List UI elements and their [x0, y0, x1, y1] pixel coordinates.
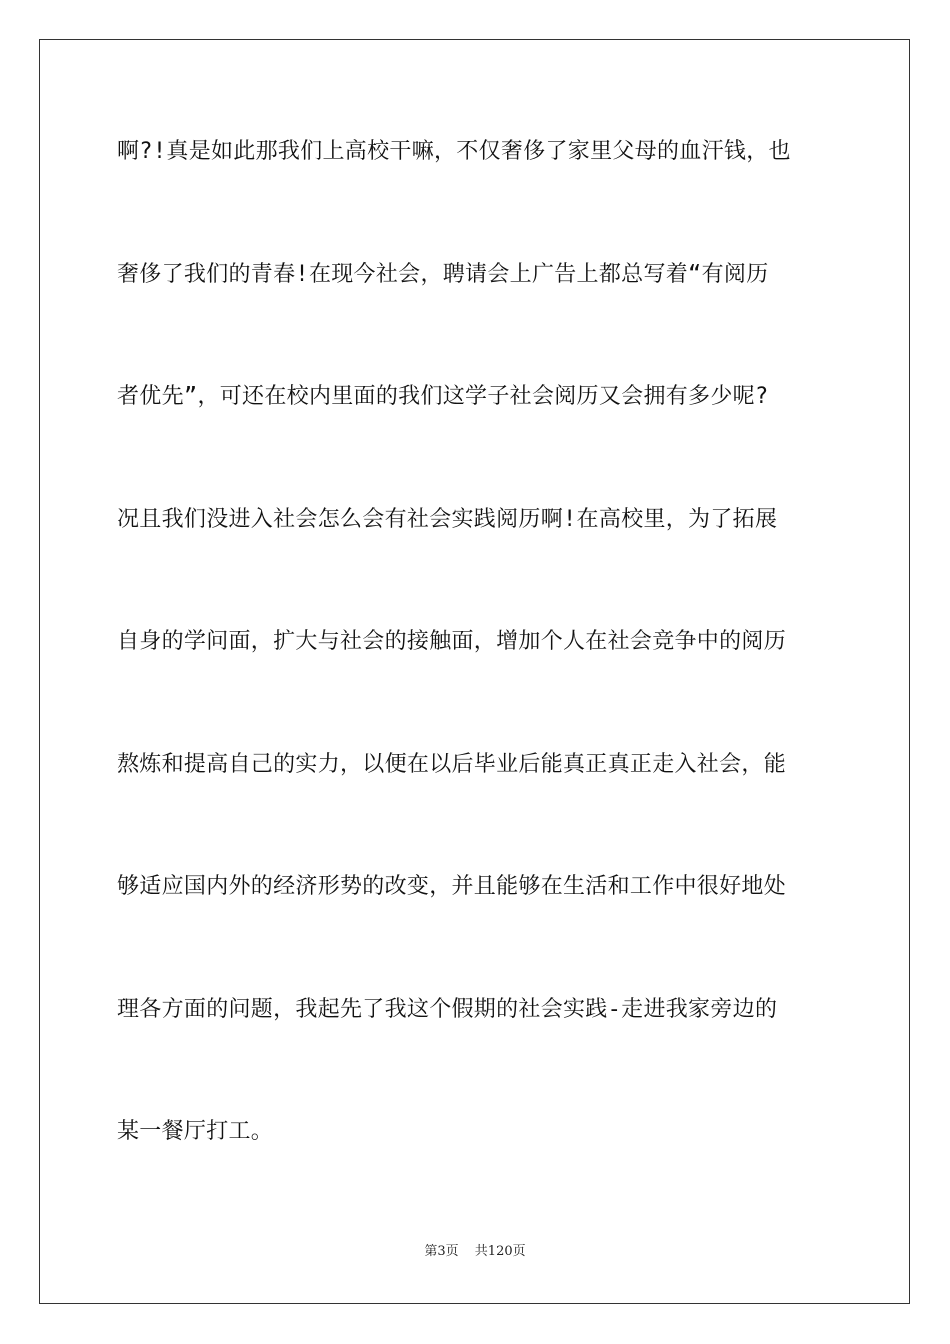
- text-line-8: 理各方面的问题，我起先了我这个假期的社会实践-走进我家旁边的: [117, 996, 778, 1022]
- text-line-5: 自身的学问面，扩大与社会的接触面，增加个人在社会竞争中的阅历: [117, 629, 787, 654]
- text-line-7: 够适应国内外的经济形势的改变，并且能够在生活和工作中很好地处: [117, 874, 787, 899]
- text-line-4: 况且我们没进入社会怎么会有社会实践阅历啊!在高校里，为了拓展: [117, 506, 778, 532]
- page-number: 第3页: [424, 1244, 459, 1259]
- text-line-1: 啊?!真是如此那我们上高校干嘛，不仅奢侈了家里父母的血汗钱，也: [117, 139, 791, 164]
- page-footer: [0, 1240, 950, 1259]
- document-body: [117, 128, 837, 1231]
- page-total: 共120页: [474, 1244, 526, 1259]
- text-line-2: 奢侈了我们的青春!在现今社会，聘请会上广告上都总写着“有阅历: [117, 261, 769, 287]
- text-line-6: 熬炼和提高自己的实力，以便在以后毕业后能真正真正走入社会，能: [117, 751, 787, 777]
- text-line-3: 者优先”，可还在校内里面的我们这学子社会阅历又会拥有多少呢?: [117, 384, 769, 409]
- text-line-9: 某一餐厅打工。: [117, 1119, 274, 1144]
